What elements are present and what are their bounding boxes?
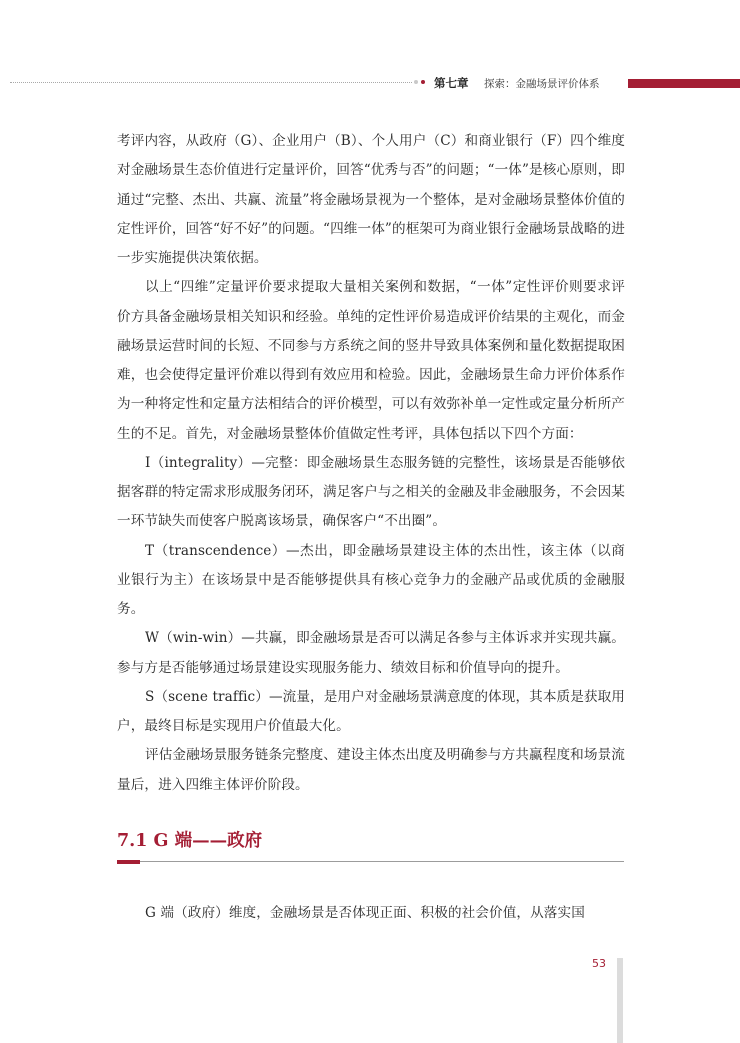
paragraph: S（scene traffic）—流量，是用户对金融场景满意度的体现，其本质是获取用户，最终目标是实现用户价值最大化。 <box>117 688 625 734</box>
section-accent-mark <box>117 860 140 864</box>
paragraph: 评估金融场景服务链条完整度、建设主体杰出度及明确参与方共赢程度和场景流量后，进入四维主体评价阶段。 <box>117 747 625 793</box>
paragraph: T（transcendence）—杰出，即金融场景建设主体的杰出性，该主体（以商业银行为主）在该场景中是否能够提供具有核心竞争力的金融产品或优质的金融服务。 <box>117 542 625 617</box>
paragraph: I（integrality）—完整：即金融场景生态服务链的完整性，该场景是否能够依据客群的特定需求形成服务闭环，满足客户与之相关的金融及非金融服务，不会因某一环节缺失而使客户脱离该场景，确保客户“不出圈”。 <box>117 454 625 530</box>
header-dot-red <box>421 80 425 84</box>
section-rule <box>117 861 624 862</box>
paragraph: G 端（政府）维度，金融场景是否体现正面、积极的社会价值，从落实国 <box>145 905 585 921</box>
page-side-bar <box>617 958 623 1043</box>
header-rule <box>10 82 412 83</box>
running-header-title: 探索：金融场景评价体系 <box>484 78 600 90</box>
body-text <box>117 127 625 800</box>
paragraph: 考评内容，从政府（G）、企业用户（B）、个人用户（C）和商业银行（F）四个维度对金融场景生态价值进行定量评价，回答“优秀与否”的问题；“一体”是核心原则，即通过“完整、杰出、共赢、流量”将金融场景视为一个整体，是对金融场景整体价值的定性评价，回答“好不好”的问题。“四维一体”的框架可为商业银行金融场景战略的进一步实施提供决策依据。 <box>117 133 625 266</box>
page-number: 53 <box>592 957 606 970</box>
section-body-text <box>117 899 625 928</box>
paragraph: W（win-win）—共赢，即金融场景是否可以满足各参与主体诉求并实现共赢。参与方是否能够通过场景建设实现服务能力、绩效目标和价值导向的提升。 <box>117 630 625 676</box>
paragraph: 以上“四维”定量评价要求提取大量相关案例和数据，“一体”定性评价则要求评价方具备金融场景相关知识和经验。单纯的定性评价易造成评价结果的主观化，而金融场景运营时间的长短、不同参与方系统之间的竖井导致具体案例和量化数据提取困难，也会使得定量评价难以得到有效应用和检验。因此，金融场景生命力评价体系作为一种将定性和定量方法相结合的评价模型，可以有效弥补单一定性或定量分析所产生的不足。首先，对金融场景整体价值做定性考评，具体包括以下四个方面： <box>117 279 625 442</box>
section-heading: 7.1 G 端——政府 <box>117 831 263 851</box>
header-accent-bar <box>628 79 740 88</box>
running-header-chapter: 第七章 <box>434 76 469 90</box>
header-dots <box>414 79 430 87</box>
header-dot-grey <box>414 80 418 84</box>
